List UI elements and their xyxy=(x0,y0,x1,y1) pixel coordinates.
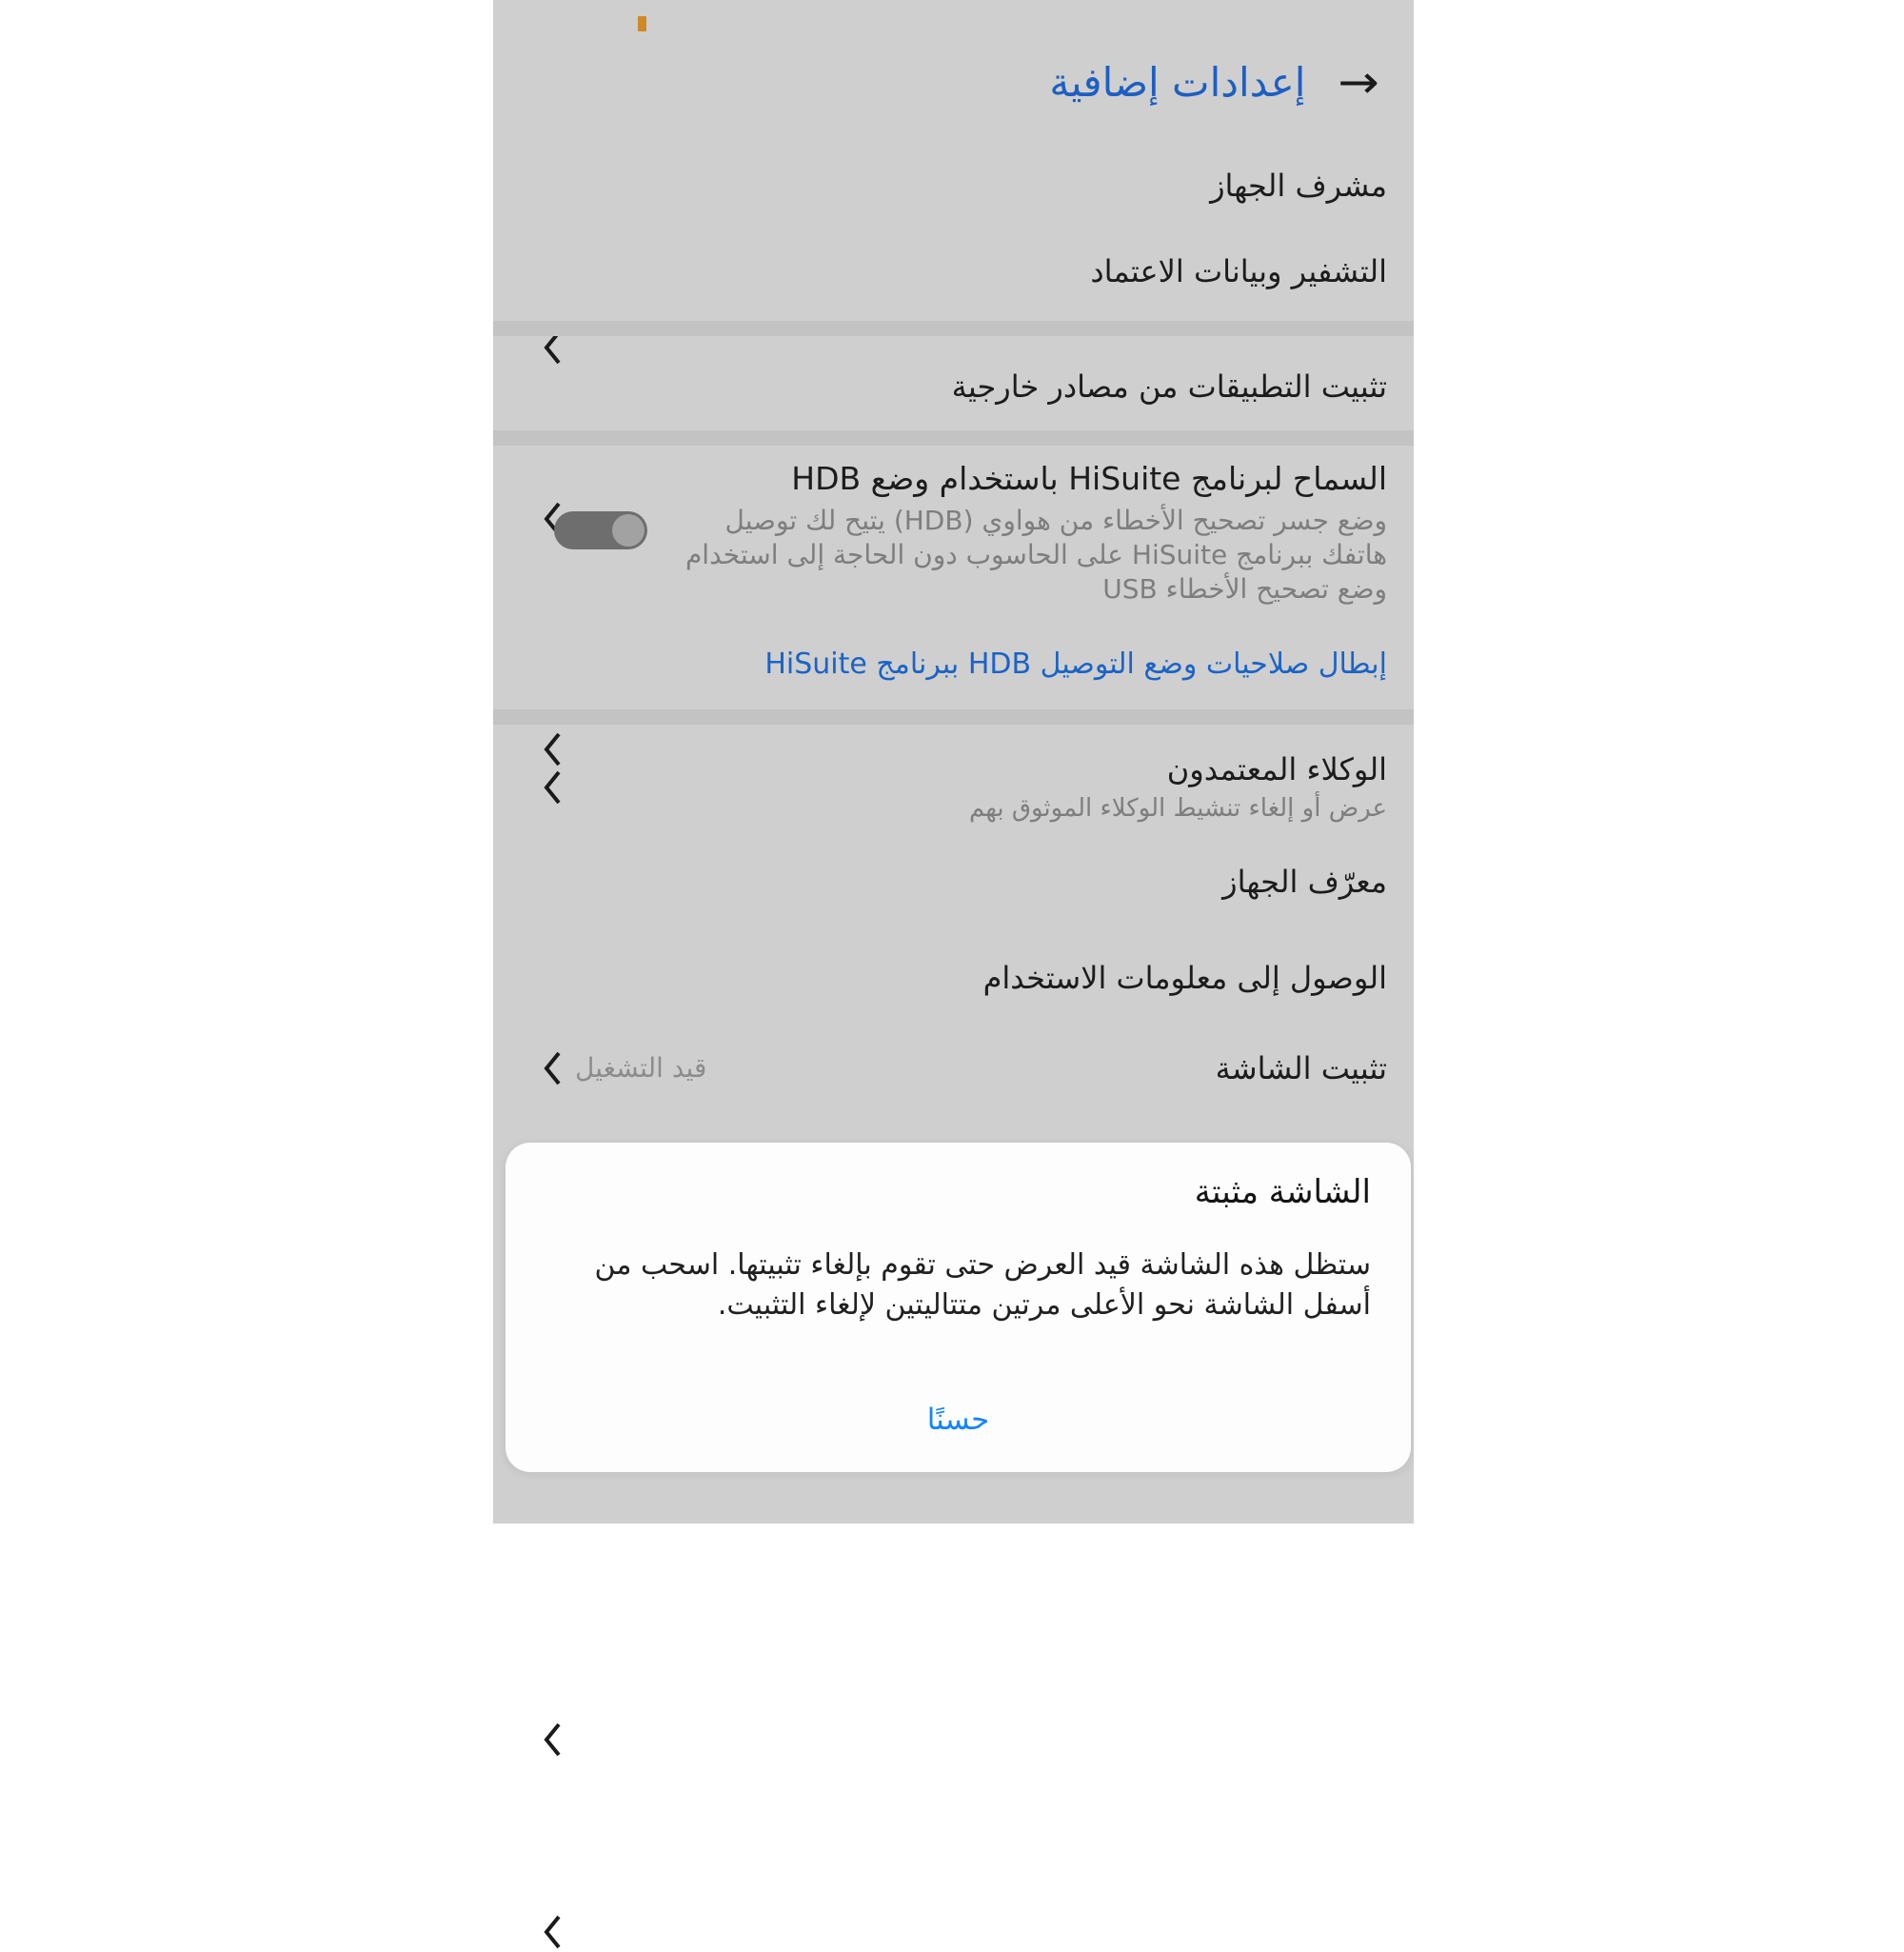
list-item-label: الوصول إلى معلومات الاستخدام xyxy=(982,960,1387,996)
list-item-label: تثبيت التطبيقات من مصادر خارجية xyxy=(951,368,1387,405)
list-item-encryption[interactable] xyxy=(493,248,1414,295)
section-divider xyxy=(493,430,1414,446)
list-item-device-admin[interactable] xyxy=(493,162,1414,209)
dialog-body: ستظل هذه الشاشة قيد العرض حتى تقوم بإلغاء تثبيتها. اسحب من أسفل الشاشة نحو الأعلى مرتين متتاليتين لإلغاء التثبيت. xyxy=(594,1248,1371,1322)
toggle-knob xyxy=(612,514,645,547)
list-item-label: التشفير وبيانات الاعتماد xyxy=(1090,253,1387,289)
page-header xyxy=(493,52,1414,113)
chevron-left-icon xyxy=(541,767,564,807)
section-divider xyxy=(493,321,1414,336)
list-item-sublabel: عرض أو إلغاء تنشيط الوكلاء الموثوق بهم xyxy=(969,794,1387,823)
ok-button[interactable]: حسنًا xyxy=(506,1402,1411,1438)
screen-pinned-dialog xyxy=(506,1143,1411,1472)
chevron-left-icon xyxy=(541,1720,564,1760)
back-arrow-icon[interactable]: → xyxy=(1338,56,1379,110)
screen-pinning-value: قيد التشغيل xyxy=(575,1052,707,1084)
hisuite-hdb-description: وضع جسر تصحيح الأخطاء من هواوي (HDB) يتيح لك توصيل هاتفك ببرنامج HiSuite على الحاسوب دون الحاجة إلى استخدام وضع تصحيح الأخطاء USB xyxy=(684,505,1387,605)
page-title: إعدادات إضافية xyxy=(1049,59,1306,106)
list-item-external-sources[interactable] xyxy=(493,363,1414,410)
list-item-label: الوكلاء المعتمدون xyxy=(1166,751,1387,787)
dialog-title: الشاشة مثبتة xyxy=(1194,1173,1371,1211)
phone-screen xyxy=(493,0,1414,1524)
hisuite-hdb-title: السماح لبرنامج HiSuite باستخدام وضع HDB xyxy=(791,460,1387,497)
list-item-label: مشرف الجهاز xyxy=(1210,168,1387,204)
list-item-usage-access[interactable] xyxy=(493,954,1414,1002)
section-divider xyxy=(493,709,1414,725)
list-item-device-id[interactable] xyxy=(493,858,1414,906)
chevron-left-icon xyxy=(541,1048,564,1088)
screen-pinning-state xyxy=(541,1045,706,1092)
hisuite-hdb-toggle[interactable] xyxy=(554,511,647,549)
list-item-label: تثبيت الشاشة xyxy=(1215,1050,1387,1086)
chevron-left-icon xyxy=(541,1912,564,1952)
list-item-label: معرّف الجهاز xyxy=(1222,864,1387,900)
revoke-hdb-link[interactable]: إبطال صلاحيات وضع التوصيل HDB ببرنامج HiSuite xyxy=(764,647,1387,681)
orange-indicator-icon xyxy=(638,16,646,31)
